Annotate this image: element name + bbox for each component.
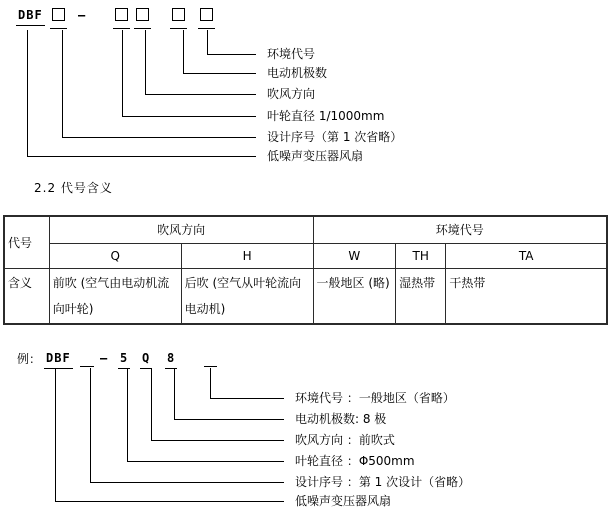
code-meaning-table [3, 215, 608, 325]
code-box-design-serial [50, 8, 67, 29]
example-connector-fan-name [55, 368, 284, 502]
table-code-w: W [313, 243, 396, 268]
table-group-blow-direction: 吹风方向 [49, 216, 313, 243]
model-code-prefix: DBF [16, 7, 45, 26]
code-box-diameter-1 [113, 8, 130, 29]
table-meaning-h: 后吹 (空气从叶轮流向电动机) [181, 268, 313, 324]
code-box-blow-direction [170, 8, 187, 29]
code-dash: — [78, 8, 87, 22]
example-label-diameter: 叶轮直径 ：Φ500mm [295, 454, 415, 468]
placeholder-box-icon [136, 8, 149, 21]
placeholder-box-icon [52, 8, 65, 21]
example-dash: — [100, 351, 109, 365]
label-impeller-diameter: 叶轮直径 1/1000mm [267, 109, 385, 123]
example-label-direction: 吹风方向 ：前吹式 [295, 433, 395, 447]
table-row-label: 含义 [4, 268, 49, 324]
label-fan-name: 低噪声变压器风扇 [267, 149, 364, 163]
example-model-code: DBF [44, 350, 73, 369]
label-design-serial: 设计序号（第 1 次省略） [267, 130, 403, 144]
example-label-environment: 环境代号 ：一般地区（省略） [295, 391, 455, 405]
label-environment-code: 环境代号 [267, 47, 316, 61]
example-prefix: 例： [17, 352, 42, 366]
code-box-diameter-2 [134, 8, 151, 29]
table-meaning-q: 前吹 (空气由电动机流向叶轮) [49, 268, 181, 324]
example-label-fan-name: 低噪声变压器风扇 [295, 494, 392, 508]
example-blank-environment [204, 352, 217, 367]
placeholder-box-icon [115, 8, 128, 21]
connector-fan-name [27, 30, 256, 157]
table-code-h: H [181, 243, 313, 268]
table-meaning-th: 湿热带 [396, 268, 446, 324]
table-meaning-ta: 干热带 [446, 268, 607, 324]
table-code-ta: TA [446, 243, 607, 268]
label-motor-poles: 电动机极数 [267, 66, 328, 80]
section-heading: 2.2 代号含义 [34, 181, 113, 195]
placeholder-box-icon [200, 8, 213, 21]
example-label-poles: 电动机极数: 8 极 [295, 412, 387, 426]
table-corner-header: 代号 [4, 216, 49, 268]
label-blow-direction: 吹风方向 [267, 87, 316, 101]
example-digit-direction: Q [140, 350, 152, 369]
table-meaning-w: 一般地区 (略) [313, 268, 396, 324]
table-code-th: TH [396, 243, 446, 268]
table-code-q: Q [49, 243, 181, 268]
example-digit-poles: 8 [165, 350, 177, 369]
example-blank-design-serial [80, 352, 94, 367]
placeholder-box-icon [172, 8, 185, 21]
code-box-environment [198, 8, 215, 29]
example-digit-diameter: 5 [118, 350, 130, 369]
example-label-serial: 设计序号 ：第 1 次设计（省略） [295, 475, 471, 489]
table-group-environment: 环境代号 [313, 216, 607, 243]
